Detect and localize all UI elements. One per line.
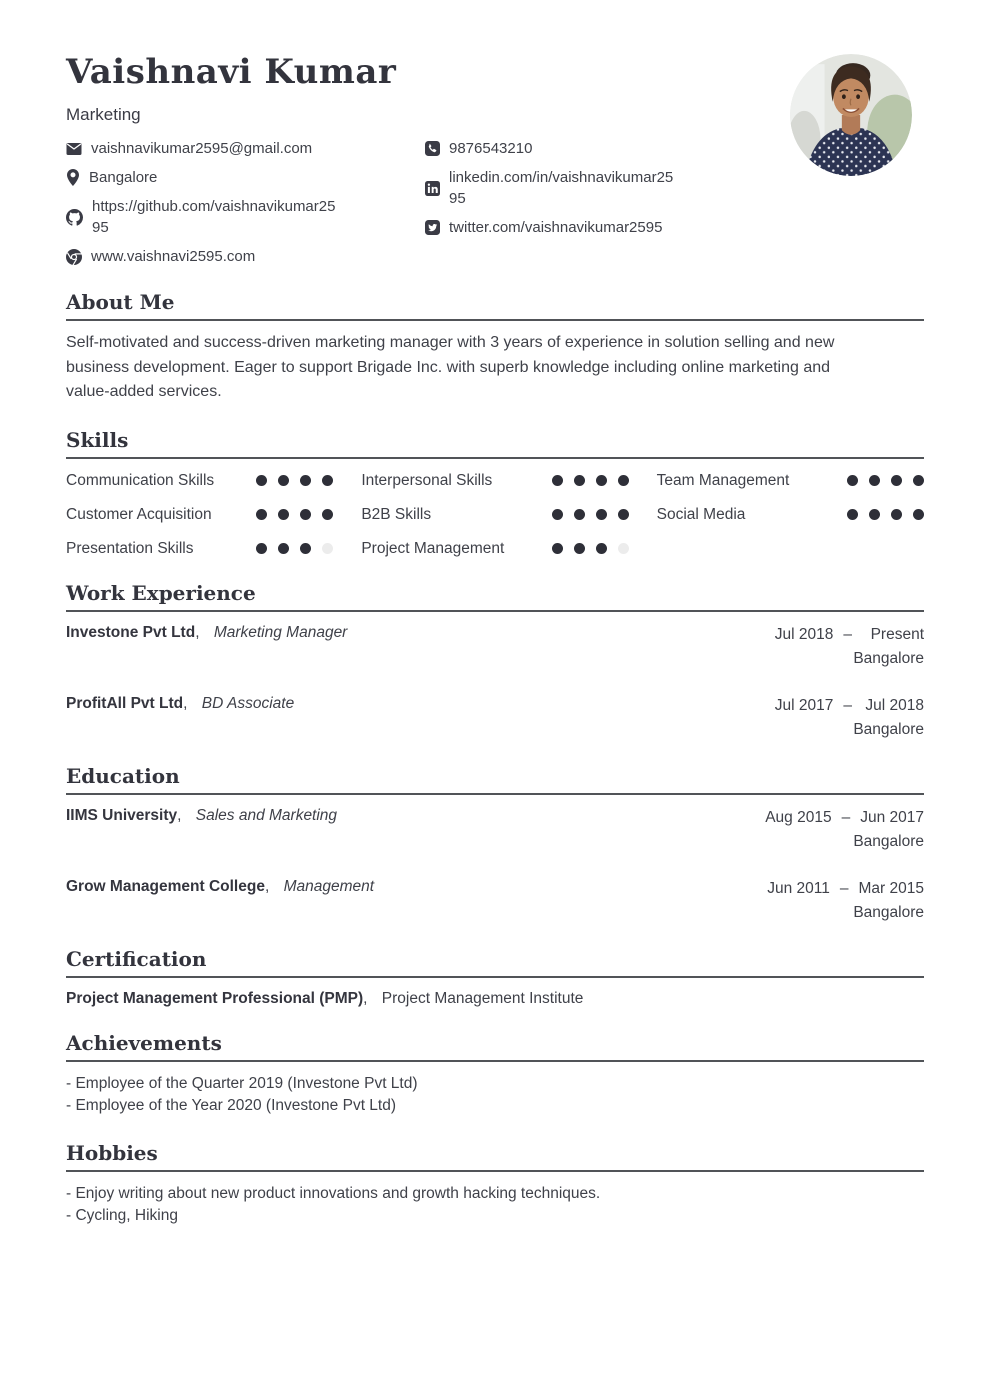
location: Bangalore [853, 649, 924, 667]
skill-dot [322, 475, 333, 486]
certification-entries [66, 990, 924, 1008]
skill-dot [596, 543, 607, 554]
date-end: Jun 2017 [860, 808, 924, 826]
person-job-title: Marketing [66, 105, 141, 124]
date-separator: – [843, 625, 852, 643]
school-name: Grow Management College [66, 877, 265, 895]
skills-heading: Skills [66, 428, 924, 459]
skill-dot [322, 509, 333, 520]
contact-email[interactable] [66, 138, 425, 159]
skills-grid [66, 472, 924, 558]
skill-label: Interpersonal Skills [361, 471, 493, 489]
skill-label: Social Media [656, 505, 746, 523]
skill-dot [847, 475, 858, 486]
date-range [767, 878, 924, 900]
skill-dot [618, 475, 629, 486]
resume-header [66, 52, 924, 267]
certification-entry [66, 990, 924, 1008]
skill-label: Customer Acquisition [66, 505, 212, 523]
date-start: Jul 2017 [774, 696, 834, 714]
skill-dot [300, 509, 311, 520]
contact-website-text: www.vaishnavi2595.com [91, 248, 256, 265]
skill-dot [596, 475, 607, 486]
contact-website[interactable] [66, 246, 425, 267]
skill-dot [552, 475, 563, 486]
skill-item [361, 472, 628, 490]
contact-github-text: https://github.com/vaishnavikumar2595 [92, 198, 336, 236]
education-entry-title [66, 878, 374, 896]
achievement-item: - Employee of the Quarter 2019 (Investone Pvt Ltd) [66, 1074, 418, 1092]
section-education [66, 764, 924, 924]
skill-dot [618, 543, 629, 554]
skill-dot [891, 475, 902, 486]
contact-twitter[interactable] [425, 217, 745, 238]
contact-github[interactable] [66, 196, 425, 238]
hobby-item: - Cycling, Hiking [66, 1207, 178, 1224]
skill-dot [256, 543, 267, 554]
website-icon [66, 249, 82, 265]
achievements-list [66, 1073, 924, 1118]
section-work-experience [66, 581, 924, 741]
job-role: BD Associate [201, 694, 295, 712]
skill-item [361, 540, 628, 558]
email-icon [66, 142, 82, 156]
work-entry-title [66, 695, 294, 713]
date-range [775, 624, 924, 646]
certification-heading: Certification [66, 947, 924, 978]
comma: , [177, 806, 182, 824]
company-name: Investone Pvt Ltd [66, 623, 196, 641]
education-entry [66, 807, 924, 853]
work-entry [66, 624, 924, 670]
comma: , [363, 989, 368, 1007]
section-achievements [66, 1031, 924, 1118]
work-entry-title [66, 624, 347, 642]
person-name: Vaishnavi Kumar [66, 52, 397, 92]
phone-icon [425, 141, 440, 156]
skill-item [657, 506, 924, 524]
education-entry [66, 878, 924, 924]
contact-linkedin-text: linkedin.com/in/vaishnavikumar2595 [449, 169, 674, 207]
achievement-item: - Employee of the Year 2020 (Investone Pvt Ltd) [66, 1097, 397, 1114]
comma: , [195, 623, 200, 641]
date-start: Jun 2011 [767, 879, 830, 897]
skill-dot [574, 543, 585, 554]
education-entry-meta [765, 807, 924, 853]
skill-label: B2B Skills [361, 505, 432, 523]
linkedin-icon [425, 181, 440, 196]
comma: , [264, 877, 270, 895]
profile-photo-image [790, 54, 912, 176]
skill-dot [618, 509, 629, 520]
contact-grid [66, 138, 924, 267]
skill-label: Communication Skills [66, 471, 215, 489]
skill-dot [869, 509, 880, 520]
date-start: Jul 2018 [774, 625, 834, 643]
skill-dot [869, 475, 880, 486]
skill-rating [256, 475, 333, 486]
skill-dot [256, 475, 267, 486]
contact-column-right [425, 138, 745, 267]
skill-label: Team Management [656, 471, 790, 489]
skill-rating [256, 509, 333, 520]
date-start: Aug 2015 [765, 808, 832, 826]
location: Bangalore [853, 832, 924, 850]
skill-rating [847, 475, 924, 486]
skill-rating [256, 543, 333, 554]
date-range [765, 807, 924, 829]
skill-dot [300, 475, 311, 486]
comma: , [183, 694, 188, 712]
contact-phone-text: 9876543210 [449, 140, 533, 157]
twitter-icon [425, 220, 440, 235]
skill-dot [322, 543, 333, 554]
contact-twitter-text: twitter.com/vaishnavikumar2595 [449, 219, 663, 236]
date-range [775, 695, 924, 717]
skill-dot [847, 509, 858, 520]
section-certification [66, 947, 924, 1008]
contact-linkedin[interactable] [425, 167, 745, 209]
education-entry-title [66, 807, 337, 825]
skill-dot [574, 509, 585, 520]
skill-dot [596, 509, 607, 520]
section-about [66, 290, 924, 405]
hobby-item: - Enjoy writing about new product innovations and growth hacking techniques. [66, 1184, 601, 1202]
education-heading: Education [66, 764, 924, 795]
skill-dot [300, 543, 311, 554]
date-end: Mar 2015 [858, 879, 924, 897]
skill-dot [278, 509, 289, 520]
contact-location [66, 167, 425, 188]
section-hobbies [66, 1141, 924, 1228]
skill-dot [552, 543, 563, 554]
skill-rating [552, 475, 629, 486]
skill-rating [847, 509, 924, 520]
github-icon [66, 209, 83, 226]
about-text: Self-motivated and success-driven marketing manager with 3 years of experience in solution selling and new business development. Eager to support Brigade Inc. with superb knowledge including online marketing and value-added services. [66, 334, 835, 400]
skill-rating [552, 543, 629, 554]
date-end: Jul 2018 [865, 696, 924, 714]
work-entry-meta [775, 695, 924, 741]
about-heading: About Me [66, 290, 924, 321]
location: Bangalore [853, 720, 924, 738]
skill-item [66, 540, 333, 558]
skill-item [66, 506, 333, 524]
skill-dot [574, 475, 585, 486]
company-name: ProfitAll Pvt Ltd [66, 694, 184, 712]
date-separator: – [841, 808, 851, 826]
contact-location-text: Bangalore [89, 169, 158, 186]
skill-dot [891, 509, 902, 520]
degree: Sales and Marketing [195, 806, 338, 824]
education-entry-meta [767, 878, 924, 924]
skill-dot [913, 475, 924, 486]
skill-dot [278, 543, 289, 554]
certificate-name: Project Management Professional (PMP) [66, 989, 364, 1007]
contact-email-text: vaishnavikumar2595@gmail.com [91, 140, 313, 157]
work-entry [66, 695, 924, 741]
skill-item [361, 506, 628, 524]
work-entry-meta [775, 624, 924, 670]
job-role: Marketing Manager [213, 623, 348, 641]
skill-label: Project Management [361, 539, 505, 557]
achievements-heading: Achievements [66, 1031, 924, 1062]
hobbies-heading: Hobbies [66, 1141, 924, 1172]
certification-entry-title [66, 990, 583, 1008]
work-entries [66, 624, 924, 741]
location: Bangalore [853, 903, 924, 921]
skill-dot [256, 509, 267, 520]
contact-column-left [66, 138, 425, 267]
work-heading: Work Experience [66, 581, 924, 612]
contact-phone[interactable] [425, 138, 745, 159]
school-name: IIMS University [66, 806, 178, 824]
date-separator: – [843, 696, 852, 714]
skill-dot [913, 509, 924, 520]
education-entries [66, 807, 924, 924]
skill-item [66, 472, 333, 490]
skill-item [657, 472, 924, 490]
date-end: Present [870, 625, 924, 643]
certificate-issuer: Project Management Institute [381, 989, 584, 1007]
section-skills [66, 428, 924, 558]
skill-label: Presentation Skills [66, 539, 194, 557]
date-separator: – [839, 879, 849, 897]
degree: Management [283, 877, 375, 895]
hobbies-list [66, 1183, 924, 1228]
skill-rating [552, 509, 629, 520]
profile-photo [790, 54, 912, 176]
skill-dot [278, 475, 289, 486]
skill-dot [552, 509, 563, 520]
location-icon [66, 169, 80, 186]
